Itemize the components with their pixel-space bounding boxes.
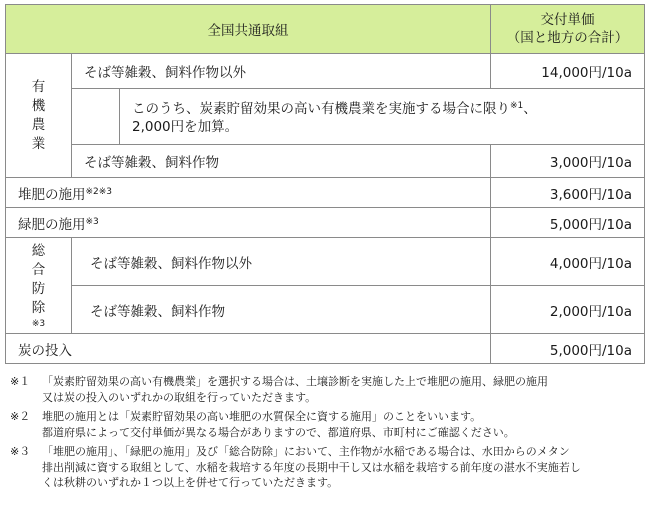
integrated-row1-amount: 4,000円/10a [491,238,645,286]
subsidy-rate-table [5,4,645,364]
indent-cell [72,89,120,145]
footnote-line: 排出削減に資する取組として、水稲を栽培する年度の長期中干し又は水稲を栽培する前年度の湛水不実施若し [42,460,581,474]
integrated-row1-text: そば等雑穀、飼料作物以外 [72,238,491,286]
integrated-label-char: 総 [31,242,46,259]
footnotes [10,374,642,495]
table-row [6,334,645,364]
header-measures: 全国共通取組 [6,5,491,54]
organic-row2-text: そば等雑穀、飼料作物 [72,145,491,178]
organic-label-char: 業 [31,135,46,152]
footnote-2 [10,409,642,440]
charcoal-amount: 5,000円/10a [491,334,645,364]
integrated-label-mark: ※3 [31,318,46,329]
green-manure-label: 緑肥の施用$^{※3}$ [6,208,491,238]
organic-carbon-line1: このうち、炭素貯留効果の高い有機農業を実施する場合に限り$^{※1}$、 [132,101,537,117]
integrated-row2-text: そば等雑穀、飼料作物 [72,286,491,334]
footnote-line: くは秋耕のいずれか１つ以上を併せて行っていただきます。 [42,476,339,489]
table-row [6,89,645,145]
header-rate-title: 交付単価 [540,12,595,28]
integrated-label-char: 除 [31,299,46,316]
organic-carbon-line2: 2,000円を加算。 [132,119,239,135]
organic-label-char: 有 [31,78,46,95]
footnote-line: 都道府県によって交付単価が異なる場合がありますので、都道府県、市町村にご確認ください。 [42,425,515,439]
integrated-label-char: 防 [31,280,46,297]
organic-carbon-addition [120,89,645,145]
organic-label-char: 機 [31,97,46,114]
footnote-mark: ※１ [10,375,31,388]
organic-row1-text: そば等雑穀、飼料作物以外 [72,54,491,89]
footnote-1 [10,374,642,405]
integrated-label-char: 合 [31,261,46,278]
header-rate [491,5,645,54]
table-row [6,238,645,286]
footnote-mark: ※２ [10,410,31,423]
table-row [6,286,645,334]
table-row [6,145,645,178]
table-row [6,54,645,89]
organic-row1-amount: 14,000円/10a [491,54,645,89]
footnote-line: 又は炭の投入のいずれかの取組を行っていただきます。 [42,390,317,404]
footnote-line: 「堆肥の施用」、「緑肥の施用」及び「総合防除」において、主作物が水稲である場合は、水田からのメタン [42,445,570,458]
table-header-row [6,5,645,54]
integrated-pest-label [6,238,72,334]
green-manure-amount: 5,000円/10a [491,208,645,238]
table-row [6,208,645,238]
compost-label: 堆肥の施用$^{※2※3}$ [6,178,491,208]
footnote-3 [10,444,642,491]
table-row [6,178,645,208]
organic-farming-label [6,54,72,178]
footnote-line: 「炭素貯留効果の高い有機農業」を選択する場合は、土壌診断を実施した上で堆肥の施用、緑肥の施用 [42,375,548,388]
integrated-row2-amount: 2,000円/10a [491,286,645,334]
compost-amount: 3,600円/10a [491,178,645,208]
charcoal-label: 炭の投入 [6,334,491,364]
header-rate-note: （国と地方の合計） [506,30,629,46]
organic-row2-amount: 3,000円/10a [491,145,645,178]
organic-label-char: 農 [31,116,46,133]
footnote-mark: ※３ [10,445,31,458]
footnote-line: 堆肥の施用とは「炭素貯留効果の高い堆肥の水質保全に資する施用」のことをいいます。 [42,410,482,423]
